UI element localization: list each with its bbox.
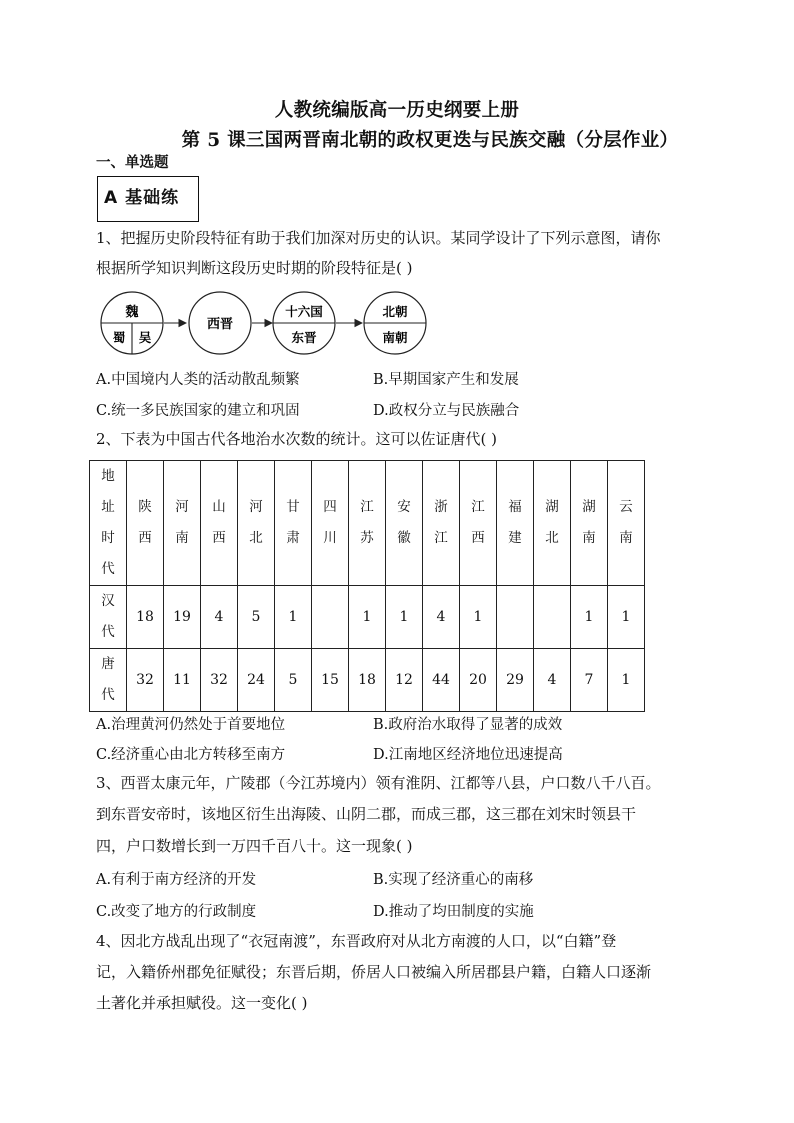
q1-stem-line2: 根据所学知识判断这段历史时期的阶段特征是( ): [96, 259, 413, 277]
region-header-cell: [127, 461, 164, 586]
region-label: 福建: [508, 499, 522, 546]
region-header-cell: [349, 461, 386, 586]
region-header-cell: [608, 461, 645, 586]
region-header-cell: [534, 461, 571, 586]
doc-title: 人教统编版高一历史纲要上册: [274, 100, 520, 121]
q4-stem-line2: 记，入籍侨州郡免征赋役；东晋后期，侨居人口被编入所居郡县户籍，白籍人口逐渐: [96, 963, 652, 981]
q3-stem-line2: 到东晋安帝时，该地区衍生出海陵、山阴二郡，而成三郡，这三郡在刘宋时领县干: [96, 805, 637, 823]
flood-control-table: [89, 460, 645, 712]
value-cell: 1: [275, 586, 312, 649]
value-cell: 20: [460, 649, 497, 712]
era-label: 汉代: [101, 593, 115, 640]
region-header-cell: [460, 461, 497, 586]
region-label: 河南: [175, 499, 189, 546]
value-cell: 15: [312, 649, 349, 712]
value-cell: [312, 586, 349, 649]
era-label: 唐代: [101, 656, 115, 703]
q3-stem-line3: 四，户口数增长到一万四千百八十。这一现象( ): [96, 837, 413, 855]
region-label: 安徽: [397, 499, 411, 546]
c3-top-text: 十六国: [285, 304, 323, 319]
level-label-box: [97, 176, 199, 222]
value-cell: 29: [497, 649, 534, 712]
region-header-cell: [386, 461, 423, 586]
value-cell: 1: [386, 586, 423, 649]
value-cell: 12: [386, 649, 423, 712]
region-header-cell: [164, 461, 201, 586]
q1-stem-line1: 1、把握历史阶段特征有助于我们加深对历史的认识。某同学设计了下列示意图，请你: [96, 229, 661, 247]
value-cell: 44: [423, 649, 460, 712]
value-cell: 32: [127, 649, 164, 712]
region-header-cell: [497, 461, 534, 586]
value-cell: 24: [238, 649, 275, 712]
q3-option-b: B.实现了经济重心的南移: [373, 872, 534, 888]
region-header-cell: [275, 461, 312, 586]
era-cell: [90, 586, 127, 649]
value-cell: 1: [608, 649, 645, 712]
level-label: A 基础练: [104, 188, 180, 208]
q2-option-c: C.经济重心由北方转移至南方: [96, 747, 286, 763]
table-header-row: [90, 461, 645, 586]
q4-stem-line3: 土著化并承担赋役。这一变化( ): [96, 994, 308, 1012]
q1-option-b: B.早期国家产生和发展: [373, 372, 519, 388]
c4-top-text: 北朝: [382, 304, 408, 319]
value-cell: 5: [238, 586, 275, 649]
value-cell: 4: [201, 586, 238, 649]
value-cell: 4: [534, 649, 571, 712]
c3-bottom-text: 东晋: [291, 330, 317, 345]
region-label: 江苏: [360, 499, 374, 546]
q3-stem-line1: 3、西晋太康元年，广陵郡（今江苏境内）领有淮阴、江都等八县，户口数八千八百。: [96, 774, 661, 792]
region-label: 江西: [471, 499, 485, 546]
table-row: [90, 586, 645, 649]
q1-flow-diagram: [97, 289, 437, 361]
value-cell: 19: [164, 586, 201, 649]
value-cell: 1: [349, 586, 386, 649]
value-cell: 18: [349, 649, 386, 712]
q4-stem-line1: 4、因北方战乱出现了“衣冠南渡”，东晋政府对从北方南渡的人口，以“白籍”登: [96, 932, 617, 950]
region-header-cell: [571, 461, 608, 586]
region-label: 陕西: [138, 499, 152, 546]
region-label: 湖南: [582, 499, 596, 546]
q1-option-a: A.中国境内人类的活动散乱频繁: [96, 372, 300, 388]
section-heading: 一、单选题: [96, 154, 169, 171]
value-cell: 18: [127, 586, 164, 649]
value-cell: 1: [460, 586, 497, 649]
region-label: 浙江: [434, 499, 448, 546]
c4-bottom-text: 南朝: [382, 330, 408, 345]
q1-option-d: D.政权分立与民族融合: [373, 403, 520, 419]
lesson-title: 第 5 课三国两晋南北朝的政权更迭与民族交融（分层作业）: [181, 130, 679, 151]
q3-option-c: C.改变了地方的行政制度: [96, 904, 257, 920]
value-cell: 7: [571, 649, 608, 712]
q2-option-b: B.政府治水取得了显著的成效: [373, 717, 563, 733]
table-row: [90, 649, 645, 712]
region-label: 山西: [212, 499, 226, 546]
region-header-cell: [201, 461, 238, 586]
c1-left-text: 蜀: [112, 330, 126, 345]
q1-option-c: C.统一多民族国家的建立和巩固: [96, 403, 300, 419]
value-cell: 5: [275, 649, 312, 712]
region-label: 四川: [323, 499, 337, 546]
era-cell: [90, 649, 127, 712]
value-cell: [534, 586, 571, 649]
region-label: 湖北: [545, 499, 559, 546]
table-corner-cell: [90, 461, 127, 586]
value-cell: 32: [201, 649, 238, 712]
value-cell: 1: [571, 586, 608, 649]
q2-option-a: A.治理黄河仍然处于首要地位: [96, 717, 286, 733]
region-label: 河北: [249, 499, 263, 546]
region-header-cell: [423, 461, 460, 586]
c2-text: 西晋: [206, 317, 234, 332]
q3-option-d: D.推动了均田制度的实施: [373, 904, 534, 920]
corner-label: 地址时代: [101, 468, 115, 577]
value-cell: [497, 586, 534, 649]
c1-right-text: 吴: [138, 330, 152, 345]
region-label: 甘肃: [286, 499, 300, 546]
region-label: 云南: [619, 499, 633, 546]
c1-top-text: 魏: [125, 305, 139, 320]
value-cell: 4: [423, 586, 460, 649]
region-header-cell: [312, 461, 349, 586]
q2-option-d: D.江南地区经济地位迅速提高: [373, 747, 563, 763]
q2-stem: 2、下表为中国古代各地治水次数的统计。这可以佐证唐代( ): [96, 430, 498, 448]
value-cell: 11: [164, 649, 201, 712]
value-cell: 1: [608, 586, 645, 649]
q3-option-a: A.有利于南方经济的开发: [96, 872, 257, 888]
region-header-cell: [238, 461, 275, 586]
